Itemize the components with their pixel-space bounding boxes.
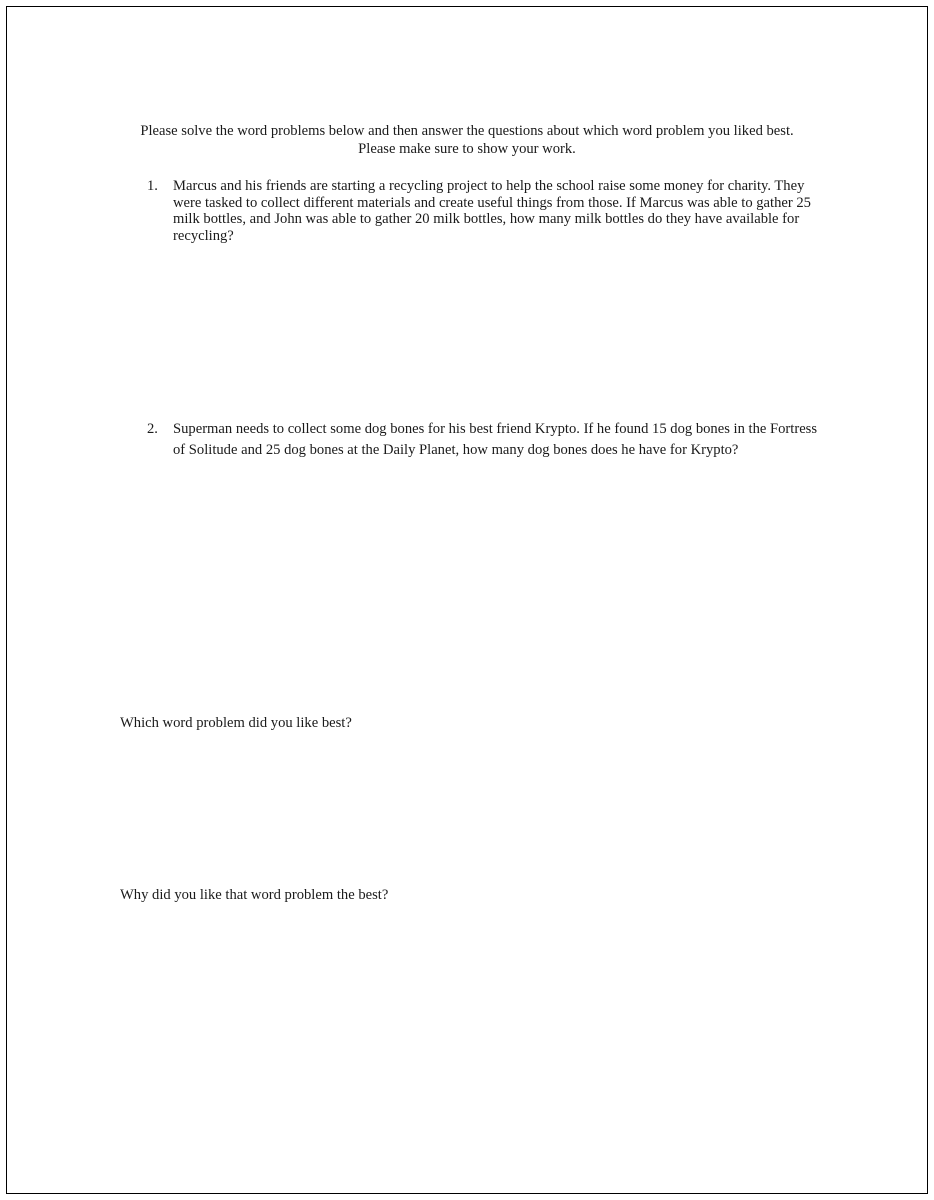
problem-number: 2. — [147, 421, 158, 437]
favorite-problem-question: Which word problem did you like best? — [120, 715, 352, 731]
problem-number: 1. — [147, 178, 158, 194]
problem-text: Marcus and his friends are starting a recycling project to help the school raise some money for charity. They were tasked to collect different materials and create useful things from those. If Marcus was able to gather 25 milk bottles, and John was able to gather 20 milk bottles, how many milk bottles do they have available for recycling? — [173, 178, 811, 244]
reason-question: Why did you like that word problem the best? — [120, 887, 389, 903]
worksheet-page — [6, 6, 928, 1194]
word-problem-2 — [147, 419, 827, 460]
word-problem-1 — [147, 178, 827, 244]
problem-text: Superman needs to collect some dog bones for his best friend Krypto. If he found 15 dog bones in the Fortress of Solitude and 25 dog bones at the Daily Planet, how many dog bones does he have for Krypto? — [173, 421, 818, 458]
instructions-text: Please solve the word problems below and then answer the questions about which word problem you liked best. Please make sure to show your work. — [140, 123, 794, 157]
